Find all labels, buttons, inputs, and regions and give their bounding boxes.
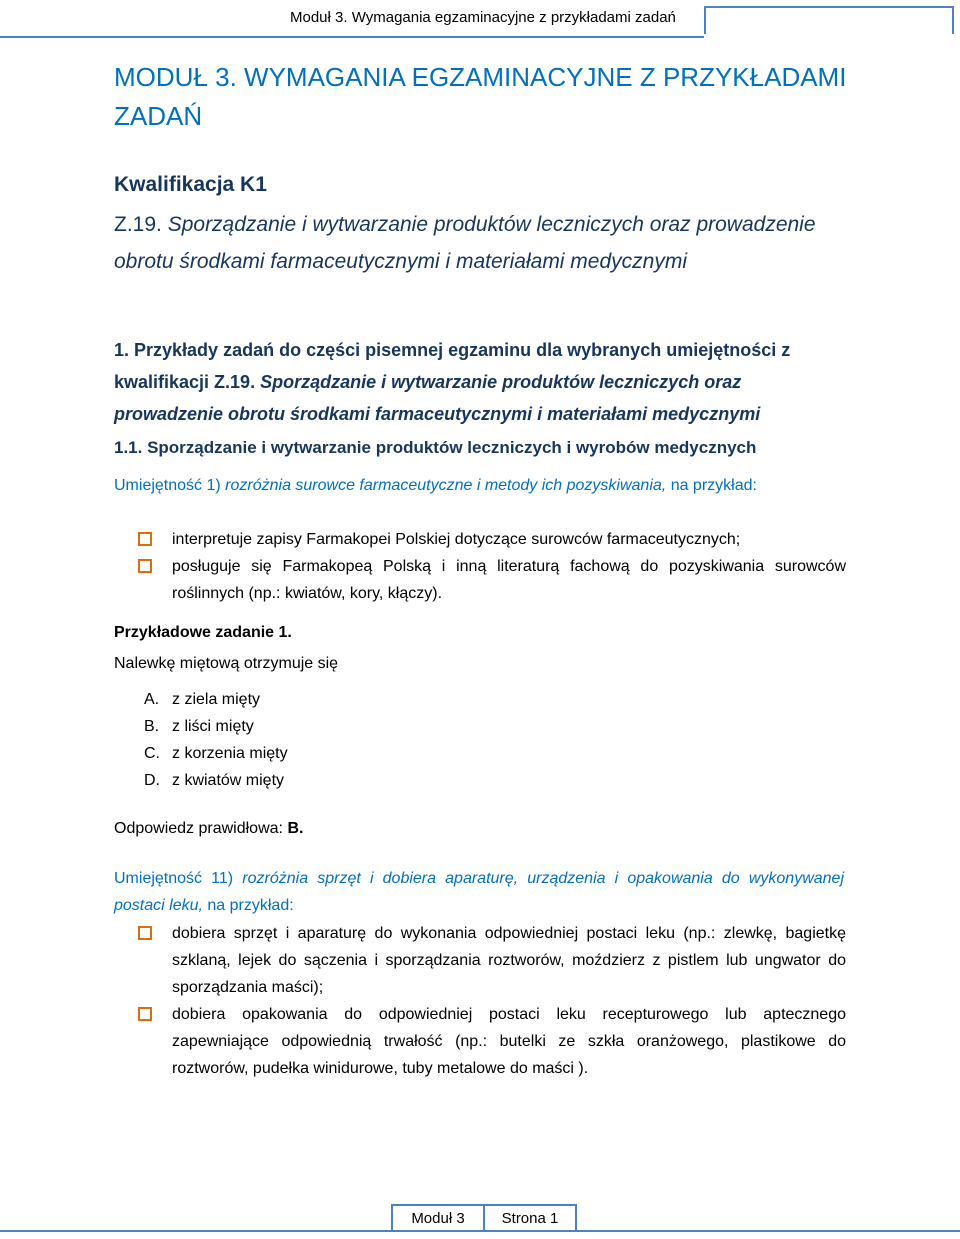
skill-11-description — [114, 865, 844, 919]
example-title: Przykładowe zadanie 1. — [114, 624, 292, 641]
skill-1-description — [114, 472, 844, 499]
bullet-text: interpretuje zapisy Farmakopei Polskiej dotyczące surowców farmaceutycznych; — [172, 531, 741, 548]
answer-letter: B. — [144, 718, 160, 735]
bullet-text: dobiera opakowania do odpowiedniej postaci leku recepturowego lub aptecznego zapewniające odpowiednią trwałość (np.: butelki ze szkła oranżowego, plastikowe do roztworów, pudełka winidurowe, tuby metalowe do maści ). — [172, 1006, 846, 1077]
checkbox-bullet-icon — [138, 1007, 153, 1022]
footer-module: Moduł 3 — [391, 1204, 485, 1232]
header-box — [704, 6, 954, 34]
correct-answer-label: Odpowiedz prawidłowa: — [114, 820, 283, 837]
answer-list — [144, 686, 288, 794]
checkbox-bullet-icon — [138, 532, 153, 547]
answer-letter: A. — [144, 691, 160, 708]
answer-text: z ziela mięty — [172, 691, 261, 708]
section-1-lead: 1. Przykłady zadań do części pisemnej egzaminu dla wybranych umiejętności z kwalifikacji Z.19. — [114, 340, 791, 392]
skill-1-lead: Umiejętność 1) — [114, 477, 221, 494]
checkbox-bullet-icon — [138, 559, 153, 574]
skill-11-bullet-list — [136, 920, 846, 1082]
list-item — [136, 526, 846, 553]
section-1-title: Sporządzanie i wytwarzanie produktów leczniczych oraz prowadzenie obrotu środkami farmaceutycznymi i materiałami medycznymi — [114, 372, 761, 424]
answer-letter: D. — [144, 772, 160, 789]
list-item — [136, 553, 846, 607]
section-1-1-heading: 1.1. Sporządzanie i wytwarzanie produktów leczniczych i wyrobów medycznych — [114, 438, 757, 457]
skill-1-bullet-list — [136, 526, 846, 607]
footer-page-number: Strona 1 — [483, 1204, 577, 1232]
skill-11-lead: Umiejętność 11) — [114, 870, 234, 887]
list-item — [136, 1001, 846, 1082]
qualification-heading: Kwalifikacja K1 — [114, 173, 267, 196]
z-title: Sporządzanie i wytwarzanie produktów leczniczych oraz prowadzenie obrotu środkami farmaceutycznymi i materiałami medycznymi — [114, 213, 816, 273]
answer-text: z liści mięty — [172, 718, 254, 735]
z-code: Z.19. — [114, 213, 162, 236]
correct-answer — [114, 815, 303, 842]
main-title: MODUŁ 3. WYMAGANIA EGZAMINACYJNE Z PRZYKŁADAMI ZADAŃ — [114, 62, 847, 131]
checkbox-bullet-icon — [138, 926, 153, 941]
answer-option — [144, 713, 288, 740]
correct-answer-value: B. — [287, 820, 304, 837]
answer-option — [144, 686, 288, 713]
header-title: Moduł 3. Wymagania egzaminacyjne z przykładami zadań — [290, 9, 676, 26]
list-item — [136, 920, 846, 1001]
skill-1-italic: rozróżnia surowce farmaceutyczne i metody ich pozyskiwania, — [225, 477, 667, 494]
bullet-text: dobiera sprzęt i aparaturę do wykonania odpowiedniej postaci leku (np.: zlewkę, bagietkę szklaną, lejek do sączenia i sporządzania roztworów, moździerz z pistlem lub ungwator do sporządzania maści); — [172, 925, 846, 996]
answer-option — [144, 740, 288, 767]
skill-1-tail: na przykład: — [670, 477, 757, 494]
answer-option — [144, 767, 288, 794]
skill-11-italic: rozróżnia sprzęt i dobiera aparaturę, urządzenia i opakowania do wykonywanej postaci leku, — [114, 870, 845, 914]
example-question: Nalewkę miętową otrzymuje się — [114, 655, 339, 672]
answer-letter: C. — [144, 745, 160, 762]
section-1-heading — [114, 334, 854, 430]
qualification-title — [114, 206, 834, 280]
answer-text: z kwiatów mięty — [172, 772, 285, 789]
bullet-text: posługuje się Farmakopeą Polską i inną literaturą fachową do pozyskiwania surowców roślinnych (np.: kwiatów, kory, kłączy). — [172, 558, 846, 602]
answer-text: z korzenia mięty — [172, 745, 288, 762]
header-rule — [0, 36, 704, 38]
skill-11-tail: na przykład: — [207, 897, 294, 914]
